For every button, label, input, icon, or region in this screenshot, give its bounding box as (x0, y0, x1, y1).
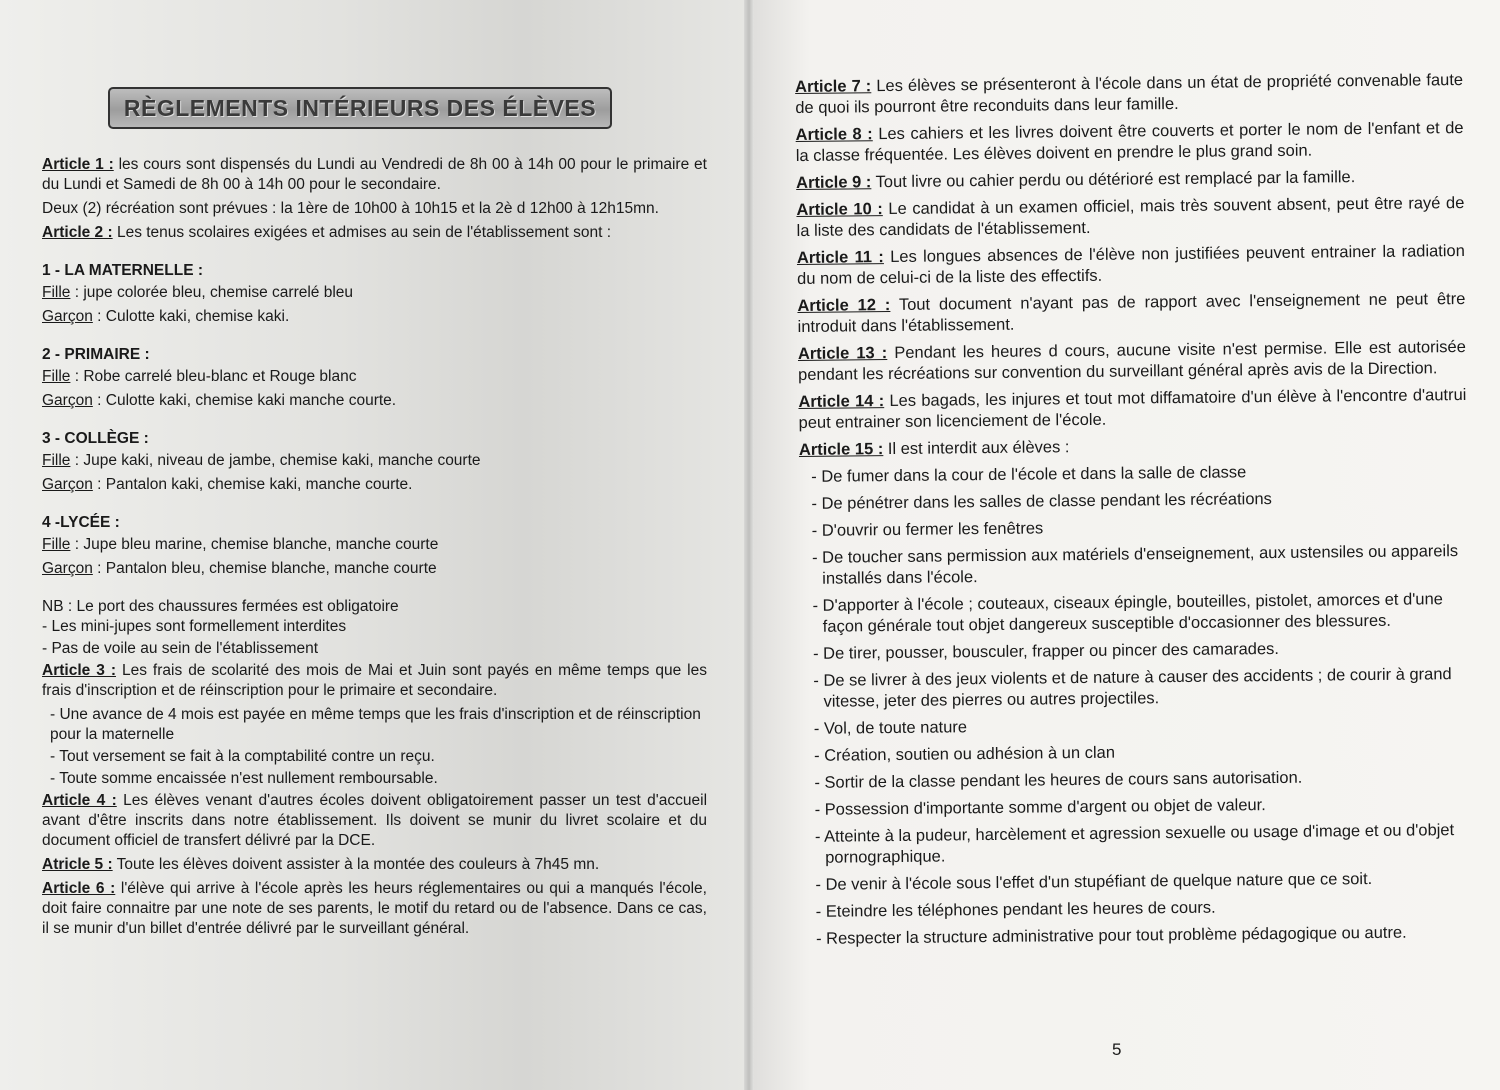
prohibition-item: - De se livrer à des jeux violents et de nature à causer des accidents ; de courir à grand vitesse, jeter des pierres ou autres projectiles. (813, 665, 1452, 711)
uniform-boy (42, 559, 707, 579)
article-label: Article 14 : (798, 392, 885, 411)
article-label: Article 3 : (42, 662, 116, 679)
girl-uniform: : jupe colorée bleu, chemise carrelé bleu (70, 284, 354, 301)
article-label: Article 8 : (795, 125, 873, 144)
article-11 (797, 241, 1465, 290)
nb-item: - Pas de voile au sein de l'établissement (42, 640, 319, 657)
article-4 (42, 791, 707, 851)
uniform-girl (42, 451, 707, 471)
article-label: Article 2 : (42, 224, 113, 241)
article-text: Les bagads, les injures et tout mot diffamatoire d'un élève à l'encontre d'autrui peut entrainer son licenciement de l'école. (798, 385, 1467, 432)
boy-label: Garçon (42, 560, 93, 577)
uniform-boy (42, 391, 707, 411)
article-text: Les élèves venant d'autres écoles doivent obligatoirement passer un test d'accueil avant d'être inscrits dans notre établissement. Ils doivent se munir du livret scolaire et du document officiel de transfert délivré par la DCE. (42, 792, 708, 849)
prohibition-item: - D'ouvrir ou fermer les fenêtres (811, 519, 1044, 540)
article-text: Les longues absences de l'élève non justifiées peuvent entrainer la radiation du nom de celui-ci de la liste des effectifs. (797, 241, 1465, 288)
prohibition-item: - De toucher sans permission aux matériels d'enseignement, aux ustensiles ou appareils installés dans l'école. (811, 542, 1459, 588)
prohibition-item: - Atteinte à la pudeur, harcèlement et agression sexuelle ou usage d'image et ou d'objet pornographique. (814, 821, 1455, 867)
article-text: Les frais de scolarité des mois de Mai et Juin sont payés en même temps que les frais d'inscription et de réinscription pour le primaire et secondaire. (42, 662, 707, 699)
page-title: RÈGLEMENTS INTÉRIEURS DES ÉLÈVES (123, 94, 597, 121)
uniform-boy (42, 475, 707, 495)
uniform-section-maternelle (42, 261, 707, 327)
left-column (42, 155, 707, 943)
girl-label: Fille (42, 536, 71, 553)
article-label: Article 10 : (796, 200, 883, 219)
boy-uniform: : Culotte kaki, chemise kaki manche courte. (92, 392, 397, 409)
article-10 (796, 193, 1464, 242)
article-9 (796, 166, 1464, 194)
article-text: Toute les élèves doivent assister à la montée des couleurs à 7h45 mn. (112, 856, 600, 873)
article-12 (797, 289, 1465, 338)
uniform-section-lycee (42, 513, 707, 579)
prohibition-item: - Eteindre les téléphones pendant les heures de cours. (815, 898, 1216, 921)
article-text: Les tenus scolaires exigées et admises au sein de l'établissement sont : (112, 224, 612, 241)
fee-item: - Toute somme encaissée n'est nullement remboursable. (50, 770, 438, 787)
section-heading: 3 - COLLÈGE : (42, 430, 149, 447)
article-text: les cours sont dispensés du Lundi au Vendredi de 8h 00 à 14h 00 pour le primaire et du Lundi et Samedi de 8h 00 à 14h 00 pour le secondaire. (42, 156, 707, 193)
section-heading: 1 - LA MATERNELLE : (42, 262, 204, 279)
girl-uniform: : Jupe bleu marine, chemise blanche, manche courte (70, 536, 439, 553)
girl-uniform: : Jupe kaki, niveau de jambe, chemise kaki, manche courte (70, 452, 481, 469)
article-label: Article 13 : (797, 344, 888, 363)
article-text: Les élèves se présenteront à l'école dans un état de propriété convenable faute de quoi ils pourront être reconduits dans leur famille. (795, 71, 1464, 117)
article-label: Article 6 : (42, 880, 116, 897)
section-heading: 4 -LYCÉE : (42, 514, 120, 531)
article-8 (796, 118, 1464, 167)
right-column (795, 70, 1472, 956)
article-3 (42, 661, 707, 701)
prohibition-item: - De pénétrer dans les salles de classe pendant les récréations (811, 490, 1272, 513)
prohibition-item: - Vol, de toute nature (813, 718, 968, 738)
girl-label: Fille (42, 284, 71, 301)
book-spine (744, 0, 754, 1090)
article-label: Atricle 5 : (42, 856, 113, 873)
uniform-section-primaire (42, 345, 707, 411)
prohibition-item: - Création, soutien ou adhésion à un clan (814, 743, 1116, 765)
prohibition-item: - De tirer, pousser, bousculer, frapper ou pincer des camarades. (812, 639, 1280, 663)
boy-label: Garçon (42, 392, 93, 409)
uniform-girl (42, 367, 707, 387)
recreation-note: Deux (2) récréation sont prévues : la 1ère de 10h00 à 10h15 et la 2è d 12h00 à 12h15mn. (42, 200, 659, 217)
article-1 (42, 155, 707, 195)
fee-item: - Tout versement se fait à la comptabilité contre un reçu. (50, 748, 435, 765)
boy-uniform: : Culotte kaki, chemise kaki. (92, 308, 290, 325)
uniform-girl (42, 283, 707, 303)
nb-note: NB : Le port des chaussures fermées est obligatoire (42, 598, 399, 615)
girl-label: Fille (42, 452, 71, 469)
article-label: Article 7 : (795, 77, 872, 96)
article-label: Article 1 : (42, 156, 114, 173)
section-heading: 2 - PRIMAIRE : (42, 346, 150, 363)
article-label: Article 9 : (796, 173, 872, 192)
prohibition-item: - De fumer dans la cour de l'école et dans la salle de classe (811, 463, 1247, 486)
prohibition-item: - Possession d'importante somme d'argent ou objet de valeur. (814, 796, 1266, 819)
girl-label: Fille (42, 368, 71, 385)
article-13 (798, 337, 1466, 386)
title-banner (108, 87, 612, 129)
article-label: Article 15 : (798, 440, 884, 459)
article-text: l'élève qui arrive à l'école après les heurs réglementaires ou qui a manqués l'école, doit faire connaitre par une note de ses parents, le motif du retard ou de l'absence. Dans ce cas, il se munir d'un billet d'entrée délivré par le surveillant général. (42, 880, 707, 937)
boy-uniform: : Pantalon bleu, chemise blanche, manche courte (92, 560, 437, 577)
nb-item: - Les mini-jupes sont formellement interdites (42, 618, 347, 635)
article-15 (799, 433, 1467, 461)
article-2 (42, 223, 707, 243)
prohibition-item: - Sortir de la classe pendant les heures de cours sans autorisation. (814, 768, 1303, 792)
uniform-girl (42, 535, 707, 555)
article-text: Tout document n'ayant pas de rapport avec l'enseignement ne peut être introduit dans l'établissement. (797, 289, 1466, 336)
fee-item: - Une avance de 4 mois est payée en même temps que les frais d'inscription et de réinscription pour la maternelle (50, 706, 701, 743)
article-label: Article 4 : (42, 792, 117, 809)
page-number: 5 (1112, 1040, 1122, 1059)
article-5 (42, 855, 707, 875)
prohibition-item: - De venir à l'école sous l'effet d'un stupéfiant de quelque nature que ce soit. (815, 870, 1373, 894)
girl-uniform: : Robe carrelé bleu-blanc et Rouge blanc (70, 368, 357, 385)
boy-label: Garçon (42, 308, 93, 325)
article-text: Pendant les heures d cours, aucune visite n'est permise. Elle est autorisée pendant les récréations sur convention du surveillant général après avis de la Direction. (798, 337, 1466, 384)
article-label: Article 12 : (797, 296, 891, 315)
article-14 (798, 385, 1466, 434)
article-text: Tout livre ou cahier perdu ou détérioré est remplacé par la famille. (871, 168, 1356, 192)
article-6 (42, 879, 707, 939)
boy-uniform: : Pantalon kaki, chemise kaki, manche courte. (92, 476, 413, 493)
article-label: Article 11 : (796, 248, 884, 267)
article-text: Il est interdit aux élèves : (883, 438, 1070, 459)
uniform-boy (42, 307, 707, 327)
article-7 (795, 70, 1463, 119)
uniform-section-college (42, 429, 707, 495)
prohibition-item: - D'apporter à l'école ; couteaux, ciseaux épingle, bouteilles, pistolet, amorces et d'une façon générale tout objet dangereux susceptible d'occasionner des blessures. (812, 590, 1444, 636)
prohibition-item: - Respecter la structure administrative pour tout problème pédagogique ou autre. (815, 923, 1407, 948)
article-text: Le candidat à un examen officiel, mais très souvent absent, peut être rayé de la liste des candidats de l'établissement. (796, 193, 1465, 240)
article-text: Les cahiers et les livres doivent être couverts et porter le nom de l'enfant et de la classe fréquentée. Les élèves doivent en prendre le plus grand soin. (795, 119, 1464, 165)
boy-label: Garçon (42, 476, 93, 493)
